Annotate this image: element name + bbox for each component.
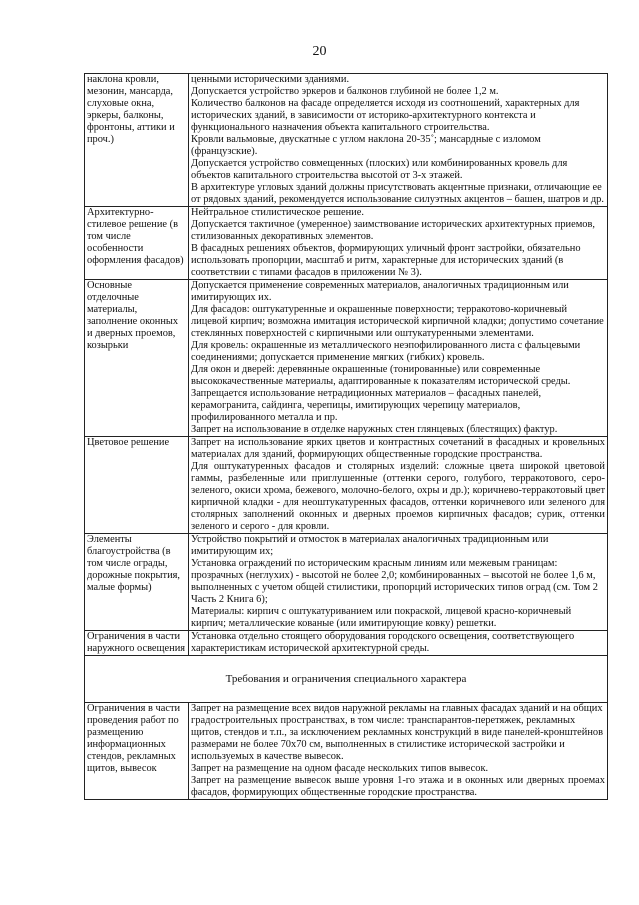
row-label: Основные отделочные материалы, заполнение оконных и дверных проемов, козырьки (85, 280, 189, 437)
content-paragraph: Запрет на размещение всех видов наружной рекламы на главных фасадах зданий и на общих градостроительных пространствах, в том числе: транспарантов-перетяжек, рекламных щитов, стендов и т.п., за исключением рекламных конструкций в виде панелей-кронштейнов размерами не более 70х70 см, выполненных в стилистике исторической застройки и используемых в качестве вывесок. (191, 703, 603, 762)
content-paragraph: Количество балконов на фасаде определяется исходя из соотношений, характерных для исторических зданий, в зависимости от историко-архитектурного контекста и функционального назначения объекта капитального строительства. (191, 98, 580, 133)
content-paragraph: Запрет на использование ярких цветов и контрастных сочетаний в фасадных и кровельных материалах для зданий, формирующих общественные городские пространства. (191, 437, 605, 460)
section-header-row (85, 656, 608, 703)
table-row (85, 631, 608, 656)
content-paragraph: В фасадных решениях объектов, формирующих уличный фронт застройки, обязательно использовать пропорции, масштаб и ритм, характерные для исторических зданий (в соответствии с типами фасадов в приложении № 3). (191, 243, 581, 278)
content-paragraph: Для кровель: окрашенные из металлического неэпофилированного листа с фальцевыми соединениями; допускается применение мягких (гибких) кровель. (191, 340, 581, 363)
table-row (85, 703, 608, 800)
content-paragraph: Запрет на размещение вывесок выше уровня 1-го этажа и в оконных или дверных проемах фасадов, формирующих общественные городские пространства. (191, 775, 605, 798)
content-paragraph: В архитектуре угловых зданий должны присутствовать акцентные признаки, отличающие ее от рядовых зданий, рекомендуется использование силуэтных акцентов – башен, шатров и др. (191, 182, 604, 205)
content-paragraph: Запрет на использование в отделке наружных стен глянцевых (блестящих) фактур. (191, 424, 558, 435)
table-row (85, 534, 608, 631)
row-content (189, 534, 608, 631)
row-label: Архитектурно-стилевое решение (в том числе особенности оформления фасадов) (85, 207, 189, 280)
requirements-table (84, 73, 608, 800)
content-paragraph: Допускается устройство совмещенных (плоских) или комбинированных кровель для объектов капитального строительства высотой от 3-х этажей. (191, 158, 568, 181)
table-row (85, 280, 608, 437)
content-paragraph: Для фасадов: оштукатуренные и окрашенные поверхности; терракотово-коричневый лицевой кирпич; возможна имитация исторической кирпичной кладки; допустимо сочетание стеклянных поверхностей с кирпичными или оштукатуренными элементами. (191, 304, 604, 339)
row-content (189, 703, 608, 800)
row-label: наклона кровли, мезонин, мансарда, слуховые окна, эркеры, балконы, фронтоны, аттики и проч.) (85, 74, 189, 207)
content-paragraph: Запрещается использование нетрадиционных материалов – фасадных панелей, керамогранита, сайдинга, черепицы, имитирующих черепицу материалов, профилированного металла и пр. (191, 388, 542, 423)
table-row (85, 74, 608, 207)
content-paragraph: ценными историческими зданиями. (191, 74, 350, 85)
row-content (189, 631, 608, 656)
row-content (189, 74, 608, 207)
content-paragraph: Допускается тактичное (умеренное) заимствование исторических архитектурных приемов, стилизованных декоративных элементов. (191, 219, 596, 242)
row-label: Цветовое решение (85, 437, 189, 534)
row-content (189, 207, 608, 280)
section-title: Требования и ограничения специального характера (85, 656, 608, 703)
row-content (189, 437, 608, 534)
row-label: Элементы благоустройства (в том числе ограды, дорожные покрытия, малые формы) (85, 534, 189, 631)
table-row (85, 207, 608, 280)
row-label: Ограничения в части наружного освещения (85, 631, 189, 656)
table-row (85, 437, 608, 534)
content-paragraph: Нейтральное стилистическое решение. (191, 207, 364, 218)
row-label: Ограничения в части проведения работ по размещению информационных стендов, рекламных щитов, вывесок (85, 703, 189, 800)
content-paragraph: Установка ограждений по историческим красным линиям или межевым границам: прозрачных (неглухих) - высотой не более 2,0; комбинированных – высотой не более 1,6 м, выполненных с учетом общей стилистики, пропорций исторических типов оград (см. Том 2 Часть 2 Книга 6); (191, 558, 598, 605)
content-paragraph: Допускается применение современных материалов, аналогичных традиционным или имитирующих их. (191, 280, 569, 303)
content-paragraph: Для окон и дверей: деревянные окрашенные (тонированные) или современные высококачественные материалы, адаптированные к показателям исторической среды. (191, 364, 571, 387)
content-paragraph: Устройство покрытий и отмосток в материалах аналогичных традиционным или имитирующим их; (191, 534, 549, 557)
content-paragraph: Запрет на размещение на одном фасаде нескольких типов вывесок. (191, 763, 489, 774)
page-number: 20 (312, 44, 327, 59)
content-paragraph: Допускается устройство эркеров и балконов глубиной не более 1,2 м. (191, 86, 499, 97)
content-paragraph: Материалы: кирпич с оштукатуриванием или покраской, лицевой красно-коричневый кирпич; металлические кованые (или имитирующие ковку) решетки. (191, 606, 572, 629)
content-paragraph: Установка отдельно стоящего оборудования городского освещения, соответствующего характеристикам исторической архитектурной среды. (191, 631, 575, 654)
row-content (189, 280, 608, 437)
content-paragraph: Кровли вальмовые, двускатные с углом наклона 20-35˚; мансардные с изломом (французские). (191, 134, 541, 157)
content-paragraph: Для оштукатуренных фасадов и столярных изделий: сложные цвета широкой цветовой гаммы, разбеленные или приглушенные (оттенки серого, голубого, терракотового, серо-зеленого, окиси хрома, бежевого, молочно-белого, охры и др.); коричнево-терракотовый цвет кирпичной кладки - для неоштукатуренных фасадов, оттенки коричневого или зеленого для столярных заполнений оконных и дверных проемов кирпичных фасадов; сурик, оттенки зеленого и серого - для кровли. (191, 461, 605, 532)
